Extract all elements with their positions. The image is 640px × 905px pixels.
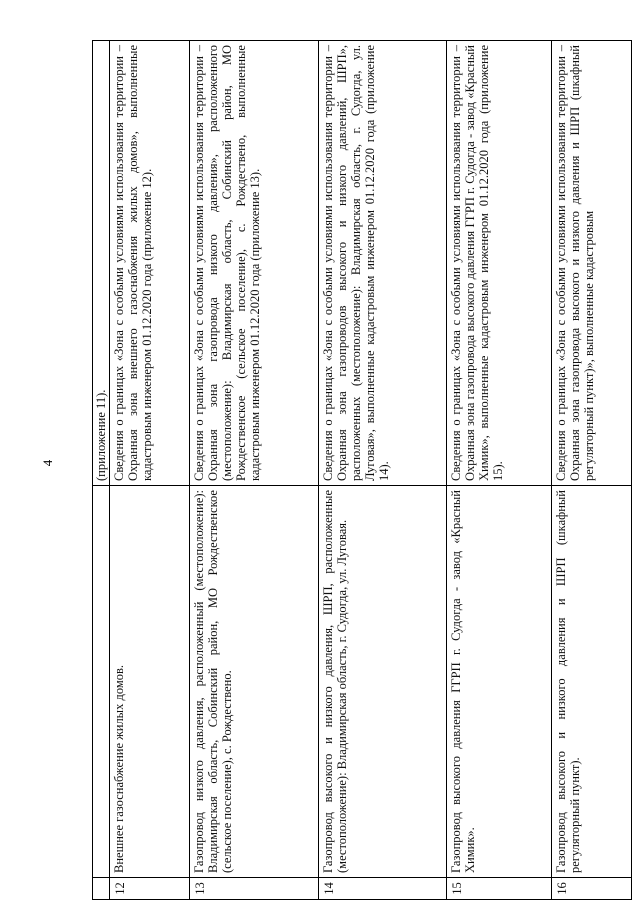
info-cell: Сведения о границах «Зона с особыми условиями использования территории – Охранная зона внешнего газоснабжения жилых домов», выполненные кадастровым инженером 01.12.2020 года (приложение 12). xyxy=(110,41,190,486)
object-cell: Газопровод высокого и низкого давления, ШРП, расположенные (местоположение): Владимирская область, г. Судогда, ул. Луговая. xyxy=(318,486,446,878)
info-cell: Сведения о границах «Зона с особыми условиями использования территории – Охранная зона газопровода высокого и низкого давления и ШРП (шкафный регуляторный пункт)», выполненные кадастровым xyxy=(551,41,631,486)
row-number: 13 xyxy=(190,878,318,900)
row-number: 12 xyxy=(110,878,190,900)
table-row xyxy=(447,41,551,900)
table-cell-continuation: (приложение 11). xyxy=(93,41,110,486)
table-row xyxy=(551,41,631,900)
table-row xyxy=(190,41,318,900)
rotated-table-sheet xyxy=(92,40,632,900)
row-number: 14 xyxy=(318,878,446,900)
row-number: 15 xyxy=(447,878,551,900)
page-number: 4 xyxy=(40,459,55,467)
object-cell: Газопровод высокого давления ГГРП г. Судогда - завод «Красный Химик». xyxy=(447,486,551,878)
table-row xyxy=(110,41,190,900)
object-cell: Газопровод высокого и низкого давления и ШРП (шкафный регуляторный пункт). xyxy=(551,486,631,878)
table-cell-empty xyxy=(93,486,110,878)
table-row xyxy=(318,41,446,900)
info-cell: Сведения о границах «Зона с особыми условиями использования территории – Охранная зона газопроводов высокого и низкого давлений, ШРП», расположенных (местоположение): Владимирская область, г. Судогда, ул. Луговая», выполненные кадастровым инженером 01.12.2020 года (приложение 14). xyxy=(318,41,446,486)
object-cell: Газопровод низкого давления, расположенный (местоположение): Владимирская область, Собинский район, МО Рождественское (сельское поселение), с. Рождествено. xyxy=(190,486,318,878)
table-row xyxy=(93,41,110,900)
gas-zones-table xyxy=(92,40,632,900)
info-cell: Сведения о границах «Зона с особыми условиями использования территории – Охранная зона газопровода высокого давления ГГРП г. Судогда - завод «Красный Химик», выполненные кадастровым инженером 01.12.2020 года (приложение 15). xyxy=(447,41,551,486)
row-number: 16 xyxy=(551,878,631,900)
table-cell-empty xyxy=(93,878,110,900)
object-cell: Внешнее газоснабжение жилых домов. xyxy=(110,486,190,878)
info-cell: Сведения о границах «Зона с особыми условиями использования территории – Охранная зона газопровода низкого давления», расположенного (местоположение): Владимирская область, Собинский район, МО Рождественское (сельское поселение), с. Рождествено, выполненные кадастровым инженером 01.12.2020 года (приложение 13). xyxy=(190,41,318,486)
